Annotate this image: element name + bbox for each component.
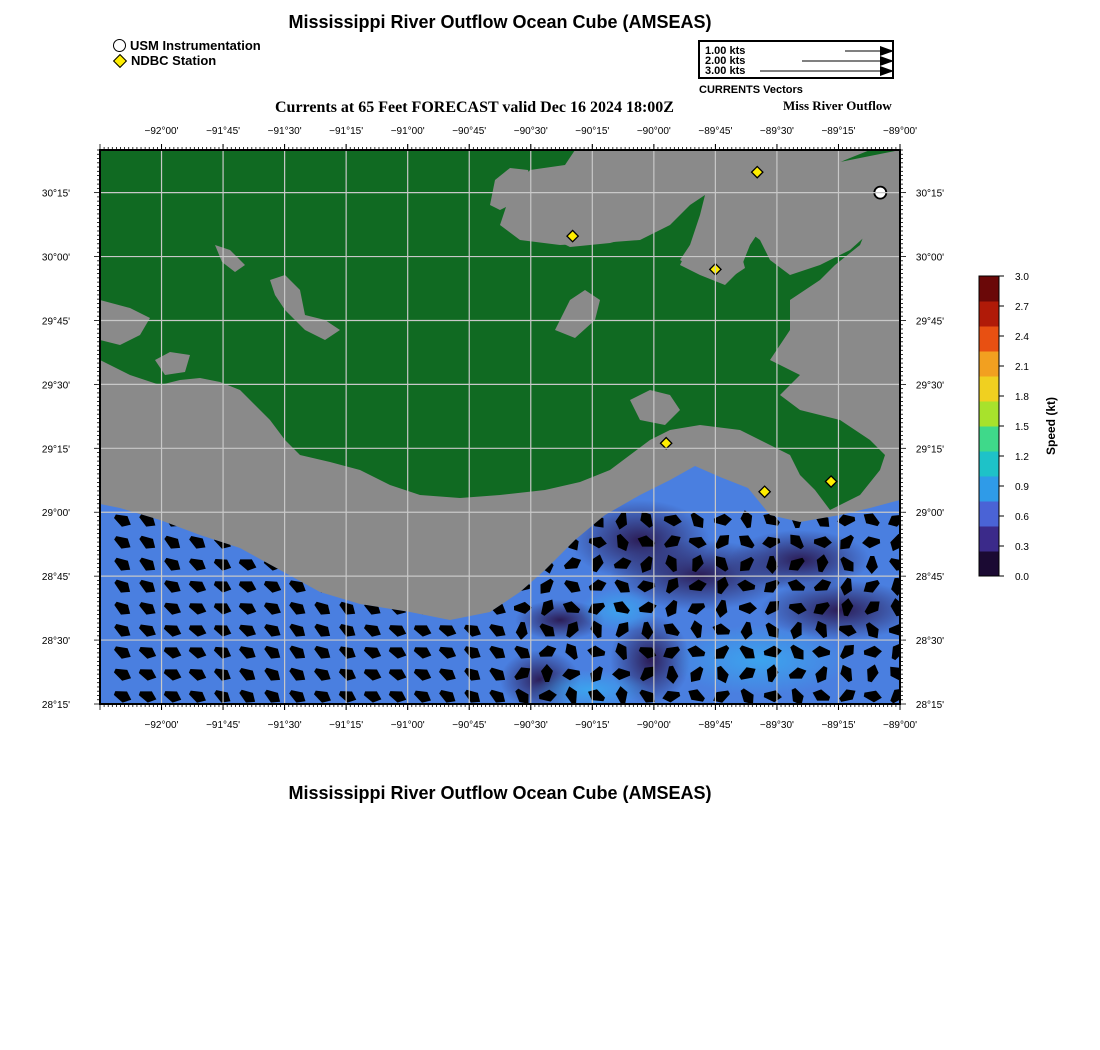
current-arrow-head xyxy=(863,729,880,750)
current-arrow xyxy=(886,732,906,748)
lon-tick-label-top: −89°30' xyxy=(759,126,794,137)
current-arrow xyxy=(362,753,384,772)
current-arrow-head xyxy=(487,709,509,729)
current-arrow-head xyxy=(162,731,184,750)
current-arrow xyxy=(690,732,703,751)
current-arrow-head xyxy=(836,752,857,773)
current-arrow-head xyxy=(387,753,409,773)
lon-tick-label-bottom: −91°45' xyxy=(206,720,241,731)
lat-tick-label-left: 30°00' xyxy=(41,252,71,264)
lat-tick-label-right: 29°30' xyxy=(915,380,945,392)
current-arrow xyxy=(911,600,932,617)
current-arrow xyxy=(563,752,582,774)
current-arrow xyxy=(187,752,209,772)
current-arrow-head xyxy=(887,752,906,774)
current-arrow xyxy=(513,728,531,749)
current-arrow-head xyxy=(813,755,832,769)
current-arrow-head xyxy=(786,750,807,772)
current-arrow-head xyxy=(462,753,484,773)
current-arrow-head xyxy=(237,708,259,728)
current-arrow-head xyxy=(662,730,683,751)
current-arrow-head xyxy=(237,753,259,773)
colorbar-band xyxy=(979,351,999,377)
page-title-repeat: Mississippi River Outflow Ocean Cube (AMSEAS) xyxy=(288,783,712,803)
current-arrow-head xyxy=(588,754,608,770)
current-arrow-head xyxy=(911,600,932,617)
current-arrow xyxy=(412,752,434,772)
vector-key-row-3: 3.00 kts xyxy=(705,65,746,77)
current-arrow xyxy=(387,753,409,773)
current-arrow-head xyxy=(510,751,532,771)
current-arrow xyxy=(337,732,358,750)
legend-usm-label: USM Instrumentation xyxy=(130,38,261,53)
current-arrow xyxy=(212,730,234,750)
current-arrow-head xyxy=(112,710,133,727)
current-arrow xyxy=(112,710,133,727)
current-arrow-head xyxy=(635,753,656,771)
colorbar-tick-label: 1.8 xyxy=(1015,392,1029,403)
colorbar-band xyxy=(979,376,999,402)
current-arrow xyxy=(712,751,733,772)
current-arrow-head xyxy=(487,753,508,772)
lon-tick-label-top: −90°15' xyxy=(575,126,610,137)
lat-tick-label-left: 30°15' xyxy=(41,188,71,200)
current-arrow xyxy=(688,754,709,771)
current-arrow xyxy=(610,730,632,750)
lat-tick-label-left: 29°30' xyxy=(41,380,71,392)
current-arrow-head xyxy=(614,709,630,729)
current-arrow xyxy=(786,750,807,772)
current-arrow-head xyxy=(112,753,133,771)
current-arrow xyxy=(137,753,159,772)
lat-tick-label-right: 29°15' xyxy=(915,444,945,456)
colorbar-band xyxy=(979,326,999,352)
current-arrow-head xyxy=(712,730,734,750)
current-arrow xyxy=(237,753,259,773)
colorbar-band xyxy=(979,476,999,502)
colorbar-tick-label: 2.4 xyxy=(1015,332,1029,343)
current-arrow xyxy=(913,534,934,551)
lon-tick-label-bottom: −89°00' xyxy=(883,720,917,731)
current-arrow xyxy=(362,731,383,749)
lat-tick-label-right: 29°00' xyxy=(915,508,945,520)
current-arrow xyxy=(738,728,757,749)
lon-tick-label-top: −92°00' xyxy=(144,126,179,137)
current-arrow xyxy=(337,753,358,771)
lon-tick-label-bottom: −91°30' xyxy=(267,720,302,731)
current-arrow-head xyxy=(911,664,932,686)
current-arrow-head xyxy=(712,751,733,772)
colorbar-tick-label: 3.0 xyxy=(1015,272,1029,283)
lat-tick-label-left: 29°45' xyxy=(41,316,71,328)
current-arrow-head xyxy=(262,731,284,750)
colorbar-tick-label: 1.5 xyxy=(1015,422,1029,433)
current-arrow-head xyxy=(412,752,434,772)
region-label: Miss River Outflow xyxy=(783,98,892,113)
current-arrow-head xyxy=(736,707,757,728)
current-arrow xyxy=(137,731,158,749)
current-arrow-head xyxy=(312,732,333,750)
current-arrow xyxy=(237,731,259,751)
lon-tick-label-top: −91°30' xyxy=(267,126,302,137)
legend-ndbc-label: NDBC Station xyxy=(131,53,217,68)
current-arrow-head xyxy=(362,731,383,749)
map-canvas xyxy=(100,150,934,774)
current-arrow-head xyxy=(536,754,557,771)
current-arrow-head xyxy=(640,729,655,749)
vector-key-caption: CURRENTS Vectors xyxy=(699,84,803,96)
page-title: Mississippi River Outflow Ocean Cube (AMSEAS) xyxy=(288,12,712,32)
current-arrow-head xyxy=(437,752,459,772)
current-arrow-head xyxy=(337,753,358,771)
current-arrow-head xyxy=(688,754,709,771)
current-arrow xyxy=(662,752,683,771)
colorbar-band xyxy=(979,301,999,327)
current-arrow-head xyxy=(262,753,283,772)
current-arrow-head xyxy=(690,732,703,751)
colorbar-ticks xyxy=(999,272,1029,583)
current-arrow xyxy=(614,709,630,729)
current-arrow-head xyxy=(591,732,603,750)
lon-tick-label-bottom: −90°45' xyxy=(452,720,487,731)
current-arrow xyxy=(815,731,829,750)
lon-tick-label-top: −89°00' xyxy=(883,126,917,137)
current-arrow-head xyxy=(162,753,184,773)
current-arrow xyxy=(187,731,209,751)
current-arrow xyxy=(462,753,484,773)
lon-tick-label-bottom: −91°15' xyxy=(329,720,364,731)
current-arrow xyxy=(787,728,807,750)
lon-tick-label-bottom: −89°45' xyxy=(698,720,733,731)
current-arrow xyxy=(162,753,184,773)
current-arrow xyxy=(262,731,284,750)
current-arrow xyxy=(836,752,857,773)
current-arrow-head xyxy=(362,753,384,772)
current-arrow xyxy=(863,729,880,750)
current-arrow-head xyxy=(763,729,781,750)
current-arrow-head xyxy=(237,731,259,751)
current-arrow-head xyxy=(137,731,158,749)
current-arrow xyxy=(312,754,333,771)
current-arrow-head xyxy=(862,711,881,724)
lon-tick-label-top: −90°30' xyxy=(513,126,548,137)
lat-tick-label-left: 28°45' xyxy=(41,572,71,584)
current-arrow-head xyxy=(212,730,234,750)
current-arrow xyxy=(913,552,931,573)
colorbar-tick-label: 0.6 xyxy=(1015,512,1029,523)
current-arrow-head xyxy=(862,756,881,769)
lon-tick-label-top: −89°15' xyxy=(821,126,856,137)
lat-tick-label-left: 28°30' xyxy=(41,636,71,648)
current-arrow xyxy=(712,730,734,750)
lon-tick-label-bottom: −92°00' xyxy=(144,720,179,731)
current-arrow xyxy=(862,711,881,724)
current-arrow-head xyxy=(561,730,582,751)
colorbar-tick-label: 0.3 xyxy=(1015,542,1029,553)
current-arrow-head xyxy=(112,732,133,750)
current-arrow-head xyxy=(187,731,209,751)
current-arrow xyxy=(635,753,656,771)
lon-tick-label-bottom: −89°30' xyxy=(759,720,794,731)
lon-tick-label-bottom: −90°30' xyxy=(513,720,548,731)
current-arrow-head xyxy=(212,752,234,772)
colorbar-label: Speed (kt) xyxy=(1044,396,1058,456)
current-arrow xyxy=(735,751,757,772)
lon-tick-label-top: −90°45' xyxy=(452,126,487,137)
current-arrow xyxy=(835,730,857,750)
lon-tick-label-top: −91°15' xyxy=(329,126,364,137)
current-arrow-head xyxy=(462,731,484,751)
current-arrow-head xyxy=(487,731,509,750)
current-arrow xyxy=(912,754,933,771)
lon-tick-label-bottom: −90°15' xyxy=(575,720,610,731)
current-arrow xyxy=(640,729,655,749)
current-arrow-head xyxy=(610,730,632,750)
current-arrow xyxy=(312,732,333,750)
colorbar-band xyxy=(979,526,999,552)
colorbar-band xyxy=(979,501,999,527)
current-arrow xyxy=(212,752,234,772)
vector-key-row-1: 1.00 kts xyxy=(705,45,746,57)
current-arrow xyxy=(112,732,133,750)
map-subtitle: Currents at 65 Feet FORECAST valid Dec 16 2024 18:00Z xyxy=(275,99,674,116)
current-arrow-head xyxy=(913,534,934,551)
colorbar-tick-label: 0.0 xyxy=(1015,572,1029,583)
current-arrow-head xyxy=(312,754,333,771)
current-arrow xyxy=(287,731,308,749)
current-arrow xyxy=(487,709,509,729)
vector-key-row-2: 2.00 kts xyxy=(705,55,746,67)
colorbar-tick-label: 2.7 xyxy=(1015,302,1029,313)
current-arrow xyxy=(362,710,383,728)
current-arrow xyxy=(287,753,308,771)
current-arrow xyxy=(761,755,780,769)
current-arrow-head xyxy=(835,730,857,750)
current-arrow xyxy=(112,753,133,771)
current-arrow xyxy=(862,756,881,769)
lat-tick-label-right: 28°45' xyxy=(915,572,945,584)
current-arrow xyxy=(613,752,631,773)
current-arrow-head xyxy=(912,754,933,771)
colorbar-band xyxy=(979,276,999,302)
colorbar-tick-label: 1.2 xyxy=(1015,452,1029,463)
current-arrow xyxy=(911,664,932,686)
current-arrow xyxy=(813,755,832,769)
current-arrow xyxy=(262,753,283,772)
current-arrow-head xyxy=(886,732,906,748)
current-arrow-head xyxy=(287,731,308,749)
speed-colorbar xyxy=(960,265,1080,595)
current-arrow-head xyxy=(412,731,434,751)
current-arrow xyxy=(662,730,683,751)
current-arrow xyxy=(561,730,582,751)
current-arrow xyxy=(510,751,532,771)
lat-tick-label-right: 29°45' xyxy=(915,316,945,328)
colorbar-band xyxy=(979,401,999,427)
current-arrow-head xyxy=(913,552,931,573)
current-arrow xyxy=(162,731,184,750)
current-arrow xyxy=(536,754,557,771)
current-arrow xyxy=(437,752,459,772)
lat-tick-label-left: 29°15' xyxy=(41,444,71,456)
current-arrow-head xyxy=(563,752,582,774)
colorbar-tick-label: 2.1 xyxy=(1015,362,1029,373)
current-arrow-head xyxy=(187,752,209,772)
current-arrow xyxy=(588,754,608,770)
lon-tick-label-bottom: −89°15' xyxy=(821,720,856,731)
lon-tick-label-top: −91°00' xyxy=(390,126,425,137)
current-arrow-head xyxy=(362,710,383,728)
lat-tick-label-right: 28°15' xyxy=(915,700,945,711)
current-arrow-head xyxy=(387,731,409,750)
current-arrow xyxy=(763,729,781,750)
colorbar-band xyxy=(979,551,999,577)
current-arrow-head xyxy=(437,730,459,750)
lat-tick-label-right: 28°30' xyxy=(915,636,945,648)
colorbar-tick-label: 0.9 xyxy=(1015,482,1029,493)
current-arrow-head xyxy=(915,731,929,750)
current-arrow xyxy=(736,707,757,728)
current-arrow xyxy=(536,728,556,750)
colorbar-bands xyxy=(979,276,999,577)
current-arrow-head xyxy=(787,728,807,750)
lat-tick-label-right: 30°15' xyxy=(915,188,945,200)
current-arrow xyxy=(387,731,409,750)
current-arrow xyxy=(237,708,259,728)
lon-tick-label-top: −89°45' xyxy=(698,126,733,137)
colorbar-band xyxy=(979,426,999,452)
current-arrow-head xyxy=(337,732,358,750)
current-arrow-head xyxy=(287,753,308,771)
lon-tick-label-top: −90°00' xyxy=(636,126,671,137)
current-arrow-head xyxy=(137,753,159,772)
current-arrow-head xyxy=(738,728,757,749)
current-arrow-head xyxy=(536,728,556,750)
lon-tick-label-bottom: −90°00' xyxy=(636,720,671,731)
current-arrow xyxy=(437,730,459,750)
lat-tick-label-left: 28°15' xyxy=(41,700,71,711)
current-arrow-head xyxy=(613,752,631,773)
current-arrow-head xyxy=(735,751,757,772)
current-arrow-head xyxy=(815,731,829,750)
current-arrow xyxy=(887,752,906,774)
current-arrow xyxy=(915,731,929,750)
current-arrow xyxy=(462,731,484,751)
current-arrow xyxy=(591,732,603,750)
lat-tick-label-left: 29°00' xyxy=(41,508,71,520)
colorbar-band xyxy=(979,451,999,477)
current-arrow-head xyxy=(662,752,683,771)
current-arrow xyxy=(412,731,434,751)
lon-tick-label-top: −91°45' xyxy=(206,126,241,137)
current-arrow-head xyxy=(513,728,531,749)
lon-tick-label-bottom: −91°00' xyxy=(390,720,425,731)
current-arrow xyxy=(487,753,508,772)
lat-tick-label-right: 30°00' xyxy=(915,252,945,264)
current-arrow-head xyxy=(761,755,780,769)
current-arrow xyxy=(487,731,509,750)
